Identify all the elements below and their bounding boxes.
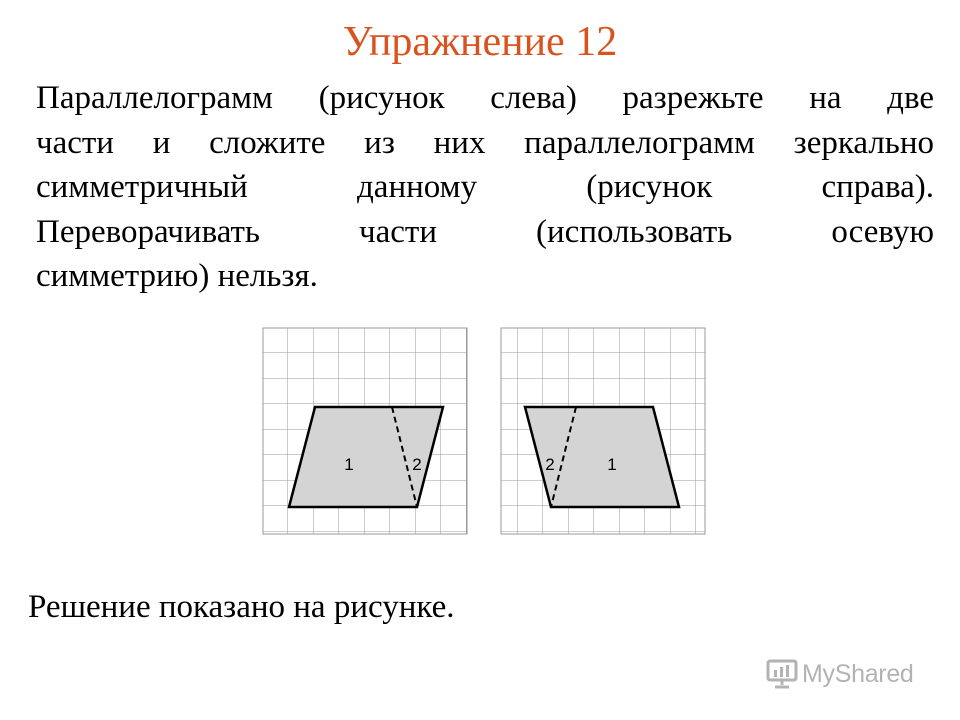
problem-line-2: части и сложите из них параллелограмм зеркально bbox=[36, 124, 934, 161]
right-part-1-label: 1 bbox=[607, 455, 617, 474]
problem-text bbox=[36, 76, 934, 299]
myshared-watermark bbox=[766, 656, 914, 692]
right-grid bbox=[501, 328, 705, 534]
problem-line-1: Параллелограмм (рисунок слева) разрежьте на две bbox=[36, 80, 934, 116]
problem-line-3: симметричный данному (рисунок справа). bbox=[36, 169, 934, 205]
right-part-2-label: 2 bbox=[545, 455, 555, 474]
parallelogram-figures bbox=[262, 327, 708, 535]
watermark-brand: MyShared bbox=[802, 659, 914, 688]
left-part-1-label: 1 bbox=[344, 455, 354, 474]
slide-title: Упражнение 12 bbox=[342, 19, 618, 65]
left-grid bbox=[263, 328, 467, 534]
presentation-board-icon bbox=[766, 659, 798, 689]
problem-line-5: симметрию) нельзя. bbox=[36, 258, 318, 294]
left-part-2-label: 2 bbox=[412, 455, 422, 474]
solution-text: Решение показано на рисунке. bbox=[28, 589, 455, 625]
problem-line-4: Переворачивать части (использовать осевую bbox=[36, 213, 934, 250]
